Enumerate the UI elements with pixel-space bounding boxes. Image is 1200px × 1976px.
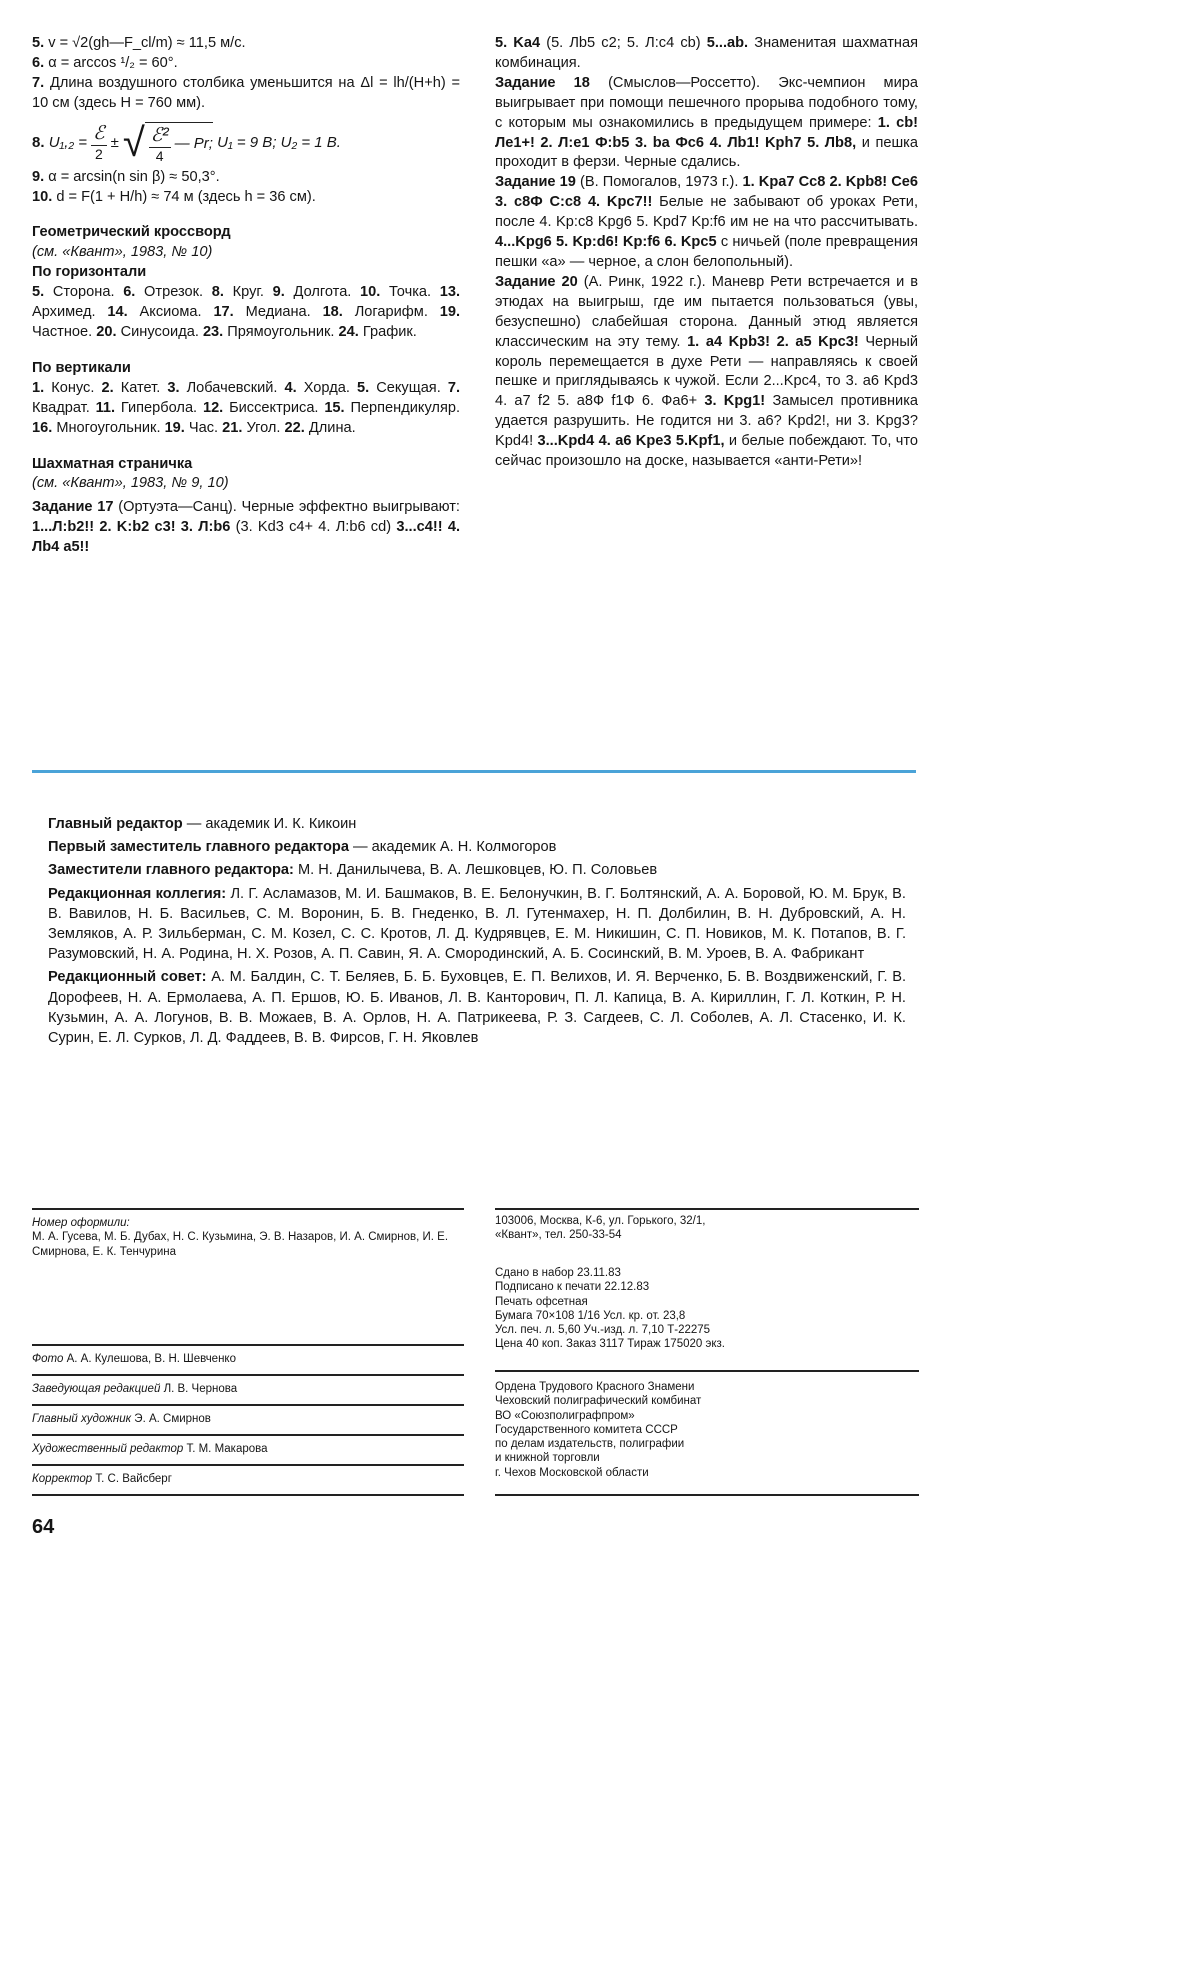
fraction-emf-half: $\frac{\text{ℰ}}{2}$ xyxy=(93,123,105,163)
answer-7: 7. Длина воздушного столбика уменьшится на Δl = lh/(H+h) = 10 см (здесь H = 760 мм). xyxy=(32,74,460,111)
vertical-answer-number: 19. xyxy=(164,419,189,436)
print-info-line: Бумага 70×108 1/16 Усл. кр. от. 23,8 xyxy=(495,1309,686,1322)
vertical-answer-word: Длина. xyxy=(308,419,356,436)
printer-line: Ордена Трудового Красного Знамени xyxy=(495,1381,695,1393)
vertical-answer-number: 12. xyxy=(202,399,230,416)
horizontal-answer-number: 24. xyxy=(338,323,363,340)
vertical-answer-word: Угол. xyxy=(246,419,285,436)
vertical-answer-number: 15. xyxy=(324,399,351,416)
answer-9: 9. α = arcsin(n sin β) ≈ 50,3°. xyxy=(32,168,220,185)
imprint-corrector: Корректор Т. С. Вайсберг xyxy=(32,1473,172,1485)
vertical-answer-word: Катет. xyxy=(120,379,168,396)
print-info-line: Подписано к печати 22.12.83 xyxy=(495,1281,650,1294)
right-column xyxy=(495,34,918,472)
vertical-answer-number: 21. xyxy=(222,419,247,436)
vertical-answer-number: 2. xyxy=(101,379,121,396)
print-info-line: Усл. печ. л. 5,60 Уч.-изд. л. 7,10 Т-22275 xyxy=(495,1324,711,1337)
editorial-collegium: Редакционная коллегия: Л. Г. Асламазов, М. И. Башмаков, В. Е. Белонучкин, В. Г. Болтянский, А. А. Боровой, Ю. М. Брук, В. В. Вавилов, Н. Б. Васильев, С. М. Воронин, Б. В. Гнеденко, В. Л. Гутенмахер, Н. П. Долбилин, В. Н. Дубровский, А. Н. Земляков, А. Р. Зильберман, С. М. Козел, С. С. Кротов, Л. Д. Кудрявцев, Е. М. Никишин, С. П. Новиков, М. К. Потапов, В. Г. Разумовский, Н. А. Родина, Н. Х. Розов, А. П. Савин, Я. А. Смородинский, А. Б. Сосинский, В. М. Уроев, В. А. Фабрикант xyxy=(48,885,906,963)
horizontal-answer-number: 18. xyxy=(322,304,355,321)
imprint-photo: Фото А. А. Кулешова, В. Н. Шевченко xyxy=(32,1353,236,1365)
crossword-source: (см. «Квант», 1983, № 10) xyxy=(32,244,213,261)
vertical-answer-number: 11. xyxy=(95,399,121,416)
task-18: Задание 18 (Смыслов—Россетто). Экс-чемпион мира выигрывает при помощи пешечного прорыва подобного тому, с которым мы ознакомились в предыдущем примере: 1. cb! Лe1+! 2. Л:e1 Ф:b5 3. ba Фc6 4. Лb1! Kph7 5. Лb8, и пешка проходит в ферзи. Черные сдались. xyxy=(495,74,918,171)
imprint-artist: Главный художник Э. А. Смирнов xyxy=(32,1413,211,1425)
printer-line: ВО «Союзполиграфпром» xyxy=(495,1409,635,1422)
horizontal-answer-number: 17. xyxy=(213,304,246,321)
printer-line: и книжной торговли xyxy=(495,1452,600,1465)
editorial-board xyxy=(48,814,906,1051)
imprint-head: Заведующая редакцией Л. В. Чернова xyxy=(32,1383,238,1395)
imprint-rule-right-top xyxy=(495,1208,919,1210)
deputies: Заместители главного редактора: М. Н. Данилычева, В. А. Лешковцев, Ю. П. Соловьев xyxy=(48,862,658,879)
vertical-answer-word: Лобачевский. xyxy=(186,379,285,396)
vertical-answer-word: Час. xyxy=(188,419,223,436)
imprint-rule-photo xyxy=(32,1344,464,1346)
horizontal-answer-word: Прямоугольник. xyxy=(227,323,339,340)
vertical-answer-number: 22. xyxy=(284,419,309,436)
horizontal-answer-word: Долгота. xyxy=(293,284,361,301)
vertical-answers xyxy=(32,379,460,439)
horizontal-answer-word: Точка. xyxy=(389,284,440,301)
printer-line: Чеховский полиграфический комбинат xyxy=(495,1395,702,1408)
vertical-answer-number: 4. xyxy=(284,379,304,396)
horizontal-answer-word: Логарифм. xyxy=(354,304,440,321)
horizontal-answer-word: Частное. xyxy=(32,323,97,340)
print-info-line: Печать офсетная xyxy=(495,1295,588,1308)
first-deputy: Первый заместитель главного редактора — академик А. Н. Колмогоров xyxy=(48,839,557,856)
vertical-answer-word: Многоугольник. xyxy=(56,419,165,436)
vertical-title: По вертикали xyxy=(32,359,131,376)
vertical-answer-word: Секущая. xyxy=(376,379,448,396)
imprint-rule-right-bottom xyxy=(495,1494,919,1496)
horizontal-answer-word: Аксиома. xyxy=(139,304,214,321)
horizontal-answer-word: Сторона. xyxy=(52,284,124,301)
imprint-print-info xyxy=(495,1266,919,1352)
imprint-rule-corrector xyxy=(32,1464,464,1466)
printer-line: по делам издательств, полиграфии xyxy=(495,1438,685,1451)
editorial-council: Редакционный совет: А. М. Балдин, С. Т. Беляев, Б. Б. Буховцев, Е. П. Велихов, И. Я. Верченко, Б. В. Воздвиженский, Г. В. Дорофеев, Н. А. Ермолаева, А. П. Ершов, Ю. Б. Иванов, Л. В. Канторович, П. Л. Капица, В. А. Кириллин, Г. Л. Коткин, Р. Н. Кузьмин, А. А. Логунов, В. В. Можаев, В. А. Орлов, Н. А. Патрикеева, Р. З. Сагдеев, С. Л. Соболев, А. Л. Стасенко, И. К. Сурин, Е. Л. Сурков, Л. Д. Фаддеев, В. В. Фирсов, Г. Н. Яковлев xyxy=(48,969,906,1047)
horizontal-answer-word: Медиана. xyxy=(245,304,323,321)
horizontal-title: По горизонтали xyxy=(32,264,147,281)
horizontal-answer-number: 19. xyxy=(439,304,461,321)
imprint-rule-art-editor xyxy=(32,1434,464,1436)
imprint-art-editor: Художественный редактор Т. М. Макарова xyxy=(32,1443,268,1455)
task-19: Задание 19 (В. Помогалов, 1973 г.). 1. Kpa7 Cc8 2. Kpb8! Ce6 3. c8Ф C:c8 4. Kpc7!! Белые не забывают об уроках Рети, после 4. Kp:c8 Kpg6 5. Kpd7 Kp:f6 им не на что рассчитывать. 4...Kpg6 5. Kp:d6! Kp:f6 6. Kpc5 с ничьей (поле превращения пешки «а» — черное, а слон белопольный). xyxy=(495,174,919,270)
horizontal-answer-word: График. xyxy=(362,323,417,340)
horizontal-answer-number: 5. xyxy=(32,284,53,301)
task-17: Задание 17 (Ортуэта—Санц). Черные эффектно выигрывают: 1...Л:b2!! 2. K:b2 c3! 3. Л:b6 (3. Kd3 c4+ 4. Л:b6 cd) 3...c4!! 4. Лb4 a5!! xyxy=(32,499,460,556)
horizontal-answer-number: 9. xyxy=(272,284,294,301)
imprint-rule-artist xyxy=(32,1404,464,1406)
vertical-answer-number: 1. xyxy=(32,379,52,396)
vertical-answer-word: Гипербола. xyxy=(120,399,203,416)
vertical-answer-number: 5. xyxy=(356,379,377,396)
horizontal-answer-number: 14. xyxy=(107,304,140,321)
horizontal-answer-number: 8. xyxy=(211,284,233,301)
sqrt-radicand: $\frac{\text{ℰ²}}{4}$ — Pr; xyxy=(145,122,213,164)
sqrt-icon: √ xyxy=(122,120,145,165)
horizontal-answer-word: Архимед. xyxy=(32,304,108,321)
horizontal-answers xyxy=(32,283,460,343)
vertical-answer-word: Квадрат. xyxy=(32,399,96,416)
answer-8-formula: 8. U₁,₂ = $\frac{\text{ℰ}}{2}$ ± √ $\frac{\text{ℰ²}}{4}$ — Pr; U₁ = 9 В; U₂ = 1 В. xyxy=(32,120,341,165)
imprint-rule-left-top xyxy=(32,1208,464,1210)
imprint-rule-head xyxy=(32,1374,464,1376)
task-20: Задание 20 (А. Ринк, 1922 г.). Маневр Рети встречается и в этюдах на выигрыш, где им пытается пользоваться (увы, безуспешно) слабейшая сторона. Данный этюд является классическим на эту тему. 1. a4 Kpb3! 2. a5 Kpc3! Черный король перемещается в духе Рети — направляясь к своей пешке и приглядываясь к чужой. Если 2...Kpc4, то 3. a6 Kpd3 4. a7 f2 5. a8Ф f1Ф 6. Фa6+ 3. Kpg1! Замысел противника удается разрушить. Не годится ни 3. a6? Kpd2!, ни 3. Kpg3? Kpd4! 3...Kpd4 4. a6 Kpe3 5.Kpf1, и белые побеждают. То, что сейчас произошло на доске, называется «анти-Рети»! xyxy=(495,273,919,470)
task-17-continuation: 5. Ka4 (5. Лb5 c2; 5. Л:c4 cb) 5...ab. Знаменитая шахматная комбинация. xyxy=(495,35,918,71)
horizontal-answer-number: 6. xyxy=(123,284,145,301)
vertical-answer-number: 16. xyxy=(32,419,57,436)
vertical-answer-word: Биссектриса. xyxy=(229,399,325,416)
chess-title: Шахматная страничка xyxy=(32,455,193,472)
printer-line: Государственного комитета СССР xyxy=(495,1423,678,1436)
left-column xyxy=(32,34,460,558)
print-info-line: Сдано в набор 23.11.83 xyxy=(495,1267,621,1279)
chess-source: (см. «Квант», 1983, № 9, 10) xyxy=(32,475,229,492)
vertical-answer-number: 7. xyxy=(447,379,460,396)
horizontal-answer-number: 20. xyxy=(96,323,121,340)
horizontal-answer-word: Отрезок. xyxy=(144,284,212,301)
imprint-designers: Номер оформили: М. А. Гусева, М. Б. Дубах, Н. С. Кузьмина, Э. В. Назаров, И. А. Смирнов, И. Е. Смирнова, Е. К. Тенчурина xyxy=(32,1217,449,1258)
horizontal-answer-number: 23. xyxy=(202,323,228,340)
answer-10: 10. d = F(1 + H/h) ≈ 74 м (здесь h = 36 см). xyxy=(32,188,316,205)
chief-editor: Главный редактор — академик И. К. Кикоин xyxy=(48,816,357,832)
vertical-answer-word: Конус. xyxy=(51,379,102,396)
imprint-printer xyxy=(495,1380,919,1480)
printer-line: г. Чехов Московской области xyxy=(495,1466,649,1479)
imprint-rule-left-bottom xyxy=(32,1494,464,1496)
vertical-answer-number: 3. xyxy=(167,379,187,396)
answer-6: 6. α = arccos ¹/₂ = 60°. xyxy=(32,54,178,71)
print-info-line: Цена 40 коп. Заказ 3117 Тираж 175020 экз. xyxy=(495,1338,725,1351)
page-number: 64 xyxy=(32,1516,55,1538)
vertical-answer-word: Перпендикуляр. xyxy=(350,399,461,416)
vertical-answer-word: Хорда. xyxy=(303,379,357,396)
horizontal-answer-number: 13. xyxy=(439,284,461,301)
horizontal-answer-word: Круг. xyxy=(232,284,273,301)
horizontal-answer-number: 10. xyxy=(360,284,390,301)
section-divider xyxy=(32,770,916,773)
answer-5: 5. v = √2(gh—F_cl/m) ≈ 11,5 м/с. xyxy=(32,35,246,51)
imprint-address: 103006, Москва, К-6, ул. Горького, 32/1, «Квант», тел. 250-33-54 xyxy=(495,1215,706,1242)
imprint-rule-right-mid xyxy=(495,1370,919,1372)
horizontal-answer-word: Синусоида. xyxy=(120,323,203,340)
crossword-title: Геометрический кроссворд xyxy=(32,224,231,241)
